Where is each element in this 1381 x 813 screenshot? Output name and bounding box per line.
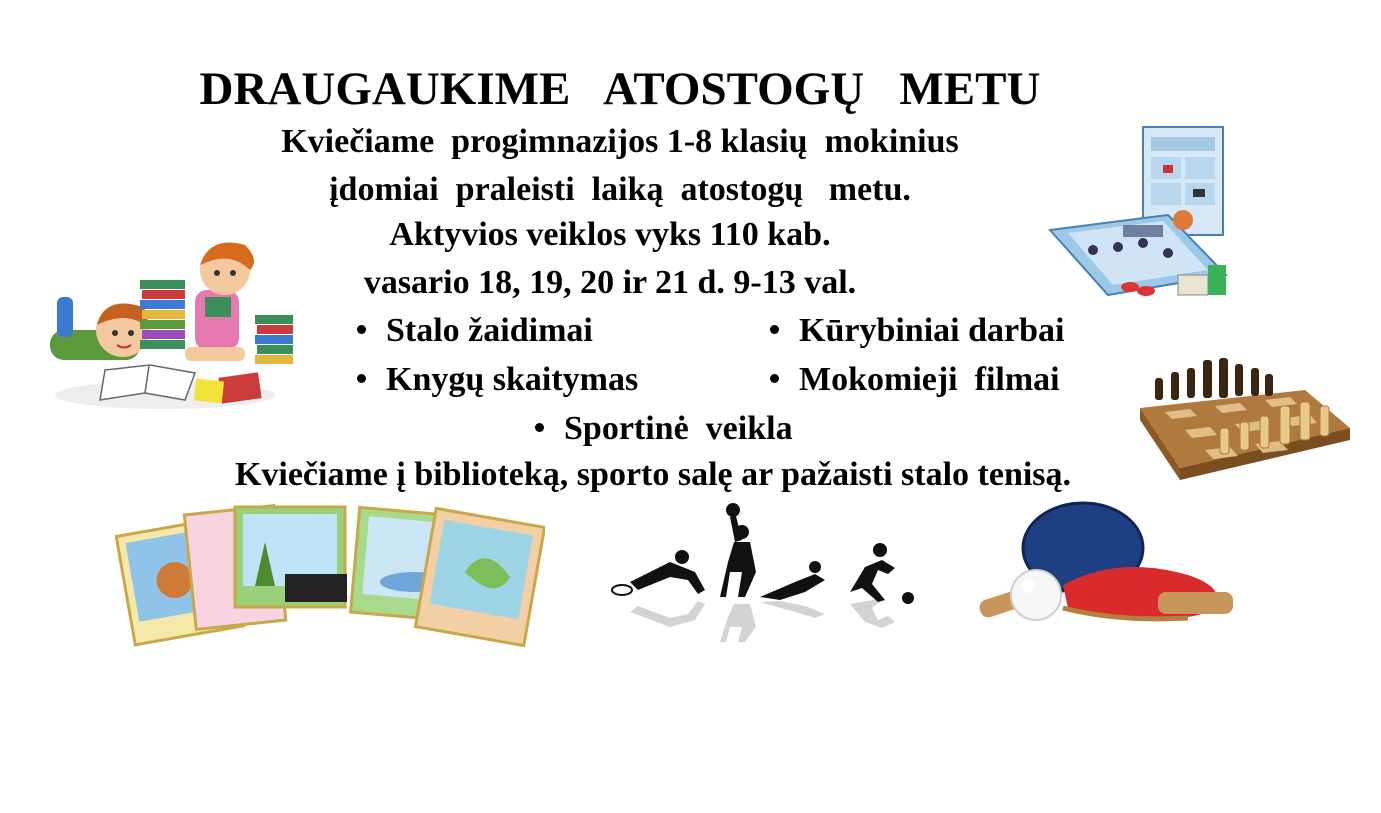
bullet-icon [357,325,366,334]
chess-board-illustration [1135,350,1357,480]
activity-item: Kūrybiniai darbai [770,312,1064,350]
bullet-icon [535,423,544,432]
closing-line: Kviečiame į biblioteką, sporto salę ar pažaisti stalo tenisą. [234,456,1072,493]
invitation-line-1: Kviečiame progimnazijos 1-8 klasių mokinius [281,123,959,160]
dates-line: vasario 18, 19, 20 ir 21 d. 9-13 val. [363,264,857,301]
activity-item: Knygų skaitymas [357,361,638,399]
poster-title: DRAUGAUKIME ATOSTOGŲ METU [199,63,1041,115]
bullet-icon [770,325,779,334]
location-line: Aktyvios veiklos vyks 110 kab. [389,216,831,253]
table-tennis-illustration [968,500,1233,628]
children-reading-illustration [45,235,295,415]
board-game-illustration [1048,125,1228,305]
bullet-icon [770,374,779,383]
activity-item: Mokomieji filmai [770,361,1060,399]
educational-games-illustration [115,502,545,647]
bullet-icon [357,374,366,383]
activity-item: Sportinė veikla [535,410,793,448]
sport-silhouettes-illustration [610,502,920,642]
invitation-line-2: įdomiai praleisti laiką atostogų metu. [329,171,911,208]
activity-item: Stalo žaidimai [357,312,593,350]
